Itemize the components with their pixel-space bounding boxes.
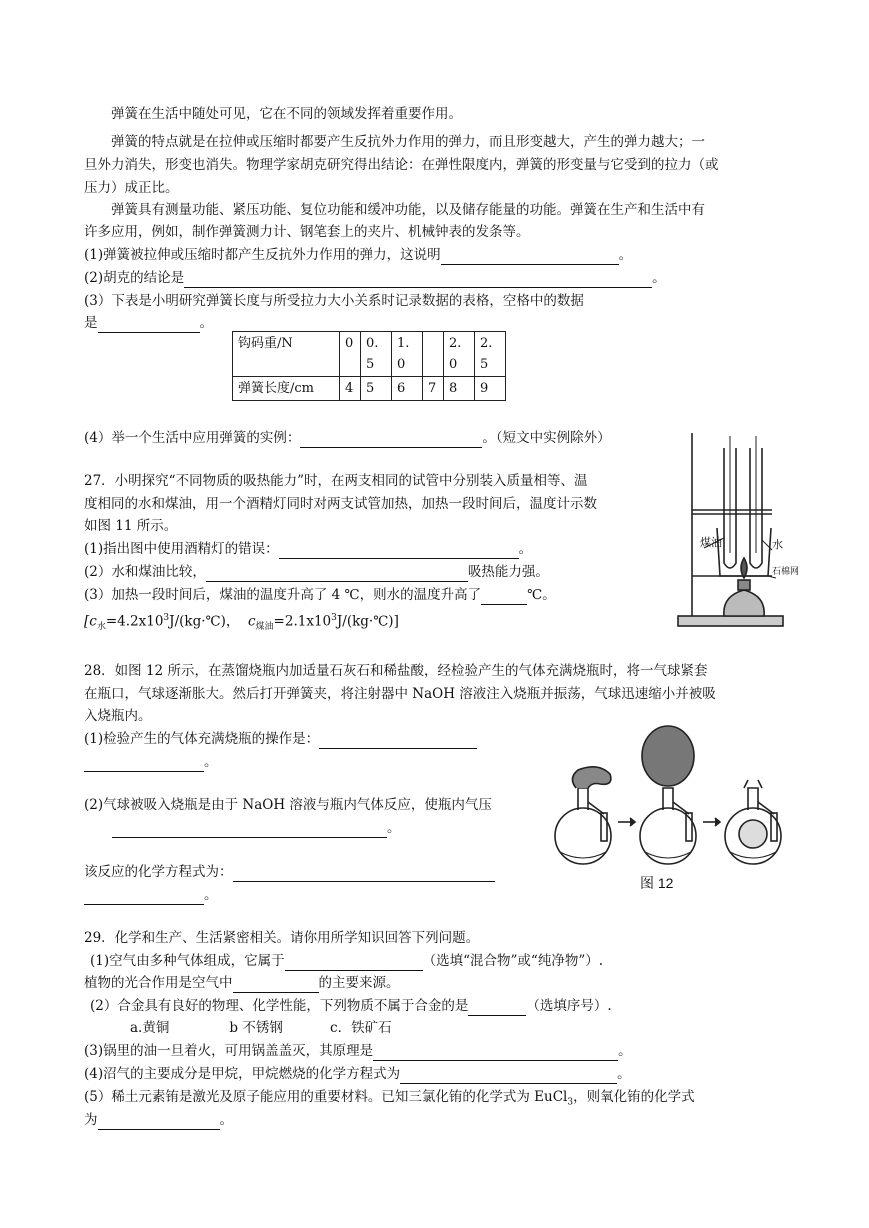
table-cell: 2. 0 (444, 332, 475, 377)
q28-sub1-end: 。 (204, 754, 218, 770)
q29-intro: 29．化学和生产、生活紧密相关。请你用所学知识回答下列问题。 (84, 930, 480, 946)
table-row1-label: 钩码重/N (233, 332, 340, 377)
passage-p1: 弹簧在生活中随处可见，它在不同的领域发挥着重要作用。 (111, 106, 462, 122)
q28-sub2-end: 。 (387, 820, 401, 836)
q26-sub4-text: (4）举一个生活中应用弹簧的实例： (84, 430, 301, 446)
figure-label-asbestos-mesh: 石棉网 (772, 567, 800, 577)
table-cell: 4 (340, 377, 361, 401)
table-cell: 1. 0 (392, 332, 423, 377)
q29-sub5b (84, 1110, 233, 1130)
q29-sub1a-tail: （选填“混合物”或“纯净物”）. (422, 953, 604, 969)
passage-p2-line3: 压力）成正比。 (84, 180, 179, 196)
q28-sub1-blank2[interactable] (84, 756, 204, 772)
passage-p2-line1: 弹簧的特点就是在拉伸或压缩时都要产生反抗外力作用的弹力，而且形变越大，产生的弹力越大；一 (111, 134, 705, 150)
q26-sub1 (84, 245, 632, 265)
q29-sub1a (90, 951, 603, 971)
q28-intro-line3: 入烧瓶内。 (84, 708, 152, 724)
q27-sub2-tail: 吸热能力强。 (467, 564, 549, 580)
q27-intro-line2: 度相同的水和煤油，用一个酒精灯同时对两支试管加热，加热一段时间后，温度计示数 (84, 496, 597, 512)
q28-sub1 (84, 729, 477, 749)
q28-sub1-blank[interactable] (319, 733, 477, 749)
q28-sub3-blank2[interactable] (84, 889, 204, 905)
q29-sub3-end: 。 (618, 1043, 632, 1059)
q29-sub5b-blank[interactable] (98, 1114, 220, 1130)
q27-specific-heat-data (84, 608, 399, 637)
q28-sub2-blank[interactable] (112, 822, 387, 838)
q29-sub5a-sub: 3 (567, 1097, 574, 1108)
q29-sub4-blank[interactable] (400, 1068, 617, 1084)
q26-sub2-blank[interactable] (184, 272, 652, 288)
q26-sub4-tail: 。（短文中实例除外） (482, 430, 611, 446)
q27-sub1-blank[interactable] (279, 543, 519, 559)
q29-sub2-blank[interactable] (468, 1000, 526, 1016)
c-water-value: =4.2x10 (105, 613, 164, 630)
heating-apparatus-figure (672, 428, 800, 636)
q26-sub2 (84, 268, 666, 288)
c-water-symbol: [c (84, 613, 97, 630)
q28-sub3-text: 该反应的化学方程式为： (84, 864, 233, 880)
q28-sub3-end: 。 (204, 887, 218, 903)
q29-sub1b-text: 植物的光合作用是空气中 (84, 975, 233, 991)
figure-label-kerosene: 煤油 (700, 536, 722, 549)
q26-sub1-blank[interactable] (441, 249, 619, 265)
c-oil-sub: 煤油 (255, 622, 274, 633)
c-oil-unit: J/(kg·℃)] (336, 613, 399, 630)
spring-data-table (232, 331, 506, 401)
q29-sub5a-text: (5）稀土元素铕是激光及原子能应用的重要材料。已知三氯化铕的化学式为 EuCl (84, 1089, 568, 1105)
passage-p3-line2: 许多应用，例如，制作弹簧测力计、钢笔套上的夹片、机械钟表的发条等。 (84, 224, 530, 240)
q29-sub4 (84, 1064, 631, 1084)
table-cell: 5 (361, 377, 392, 401)
q29-sub1b-tail: 的主要来源。 (318, 975, 400, 991)
q28-sub2: (2)气球被吸入烧瓶是由于 NaOH 溶液与瓶内气体反应，使瓶内气压 (84, 797, 492, 813)
q28-sub3-blank[interactable] (233, 866, 495, 882)
q28-sub1-text: (1)检验产生的气体充满烧瓶的操作是： (84, 731, 320, 747)
c-water-sub: 水 (96, 622, 106, 633)
table-row (233, 332, 506, 377)
q27-sub3-blank[interactable] (481, 589, 527, 605)
q28-sub1-cont (84, 752, 218, 772)
flask-balloon-figure (548, 718, 798, 896)
q28-intro-line2: 在瓶口，气球逐渐胀大。然后打开弹簧夹，将注射器中 NaOH 溶液注入烧瓶并振荡，气球迅速缩小并被吸 (84, 686, 716, 702)
table-cell: 0 (340, 332, 361, 377)
q26-sub3-line2 (84, 313, 213, 333)
q29-sub5a (84, 1087, 695, 1113)
q29-sub5b-text: 为 (84, 1112, 98, 1128)
c-oil-symbol: c (247, 613, 256, 630)
q27-sub2 (84, 562, 549, 582)
c-water-unit: J/(kg·℃)， (169, 613, 240, 630)
q29-sub5a-tail: ，则氧化铕的化学式 (573, 1089, 695, 1105)
table-cell: 6 (392, 377, 423, 401)
q29-sub3-blank[interactable] (373, 1045, 618, 1061)
q29-sub2-tail: （选填序号）. (526, 998, 612, 1014)
figure-12-caption: 图 12 (640, 875, 674, 891)
table-cell: 7 (423, 377, 444, 401)
table-cell: 9 (475, 377, 506, 401)
q26-sub2-text: (2)胡克的结论是 (84, 270, 185, 286)
q28-intro-line1: 28．如图 12 所示，在蒸馏烧瓶内加适量石灰石和稀盐酸，经检验产生的气体充满烧瓶时，将一气球紧套 (84, 663, 708, 679)
figure-label-water: 水 (772, 538, 783, 551)
q29-sub2-options: a.黄铜 b 不锈钢 c．铁矿石 (130, 1020, 392, 1036)
c-oil-value: =2.1x10 (273, 613, 332, 630)
q26-sub3-blank[interactable] (98, 317, 200, 333)
q27-sub3-text: (3）加热一段时间后，煤油的温度升高了 4 ℃，则水的温度升高了 (84, 587, 482, 603)
q27-sub1-end: 。 (518, 541, 533, 557)
table-row (233, 377, 506, 401)
passage-p2-line2: 旦外力消失，形变也消失。物理学家胡克研究得出结论：在弹性限度内，弹簧的形变量与它受到的拉力（或 (84, 157, 719, 173)
q28-sub2-cont (84, 818, 401, 838)
q27-sub1-text: (1)指出图中使用酒精灯的错误： (84, 541, 279, 557)
q29-sub1a-text: (1)空气由多种气体组成，它属于 (90, 953, 285, 969)
table-cell: 2. 5 (475, 332, 506, 377)
c-water-exp: 3 (163, 613, 170, 623)
q29-sub5b-end: 。 (219, 1112, 233, 1128)
q27-sub1 (84, 539, 532, 559)
q29-sub2-text: (2）合金具有良好的物理、化学性能，下列物质不属于合金的是 (90, 998, 469, 1014)
q26-sub4 (84, 428, 611, 448)
q29-sub1b (84, 973, 400, 993)
q27-sub3-tail: ℃。 (527, 587, 556, 603)
q28-sub3-cont (84, 885, 218, 905)
q26-sub3-line1: (3）下表是小明研究弹簧长度与所受拉力大小关系时记录数据的表格，空格中的数据 (84, 293, 584, 309)
q29-sub3-text: (3)锅里的油一旦着火，可用锅盖盖灭，其原理是 (84, 1043, 374, 1059)
table-cell: 8 (444, 377, 475, 401)
q27-sub3 (84, 585, 556, 605)
q26-sub2-end: 。 (652, 270, 666, 286)
q26-sub1-text: (1)弹簧被拉伸或压缩时都产生反抗外力作用的弹力，这说明 (84, 247, 441, 263)
q27-intro-line1: 27．小明探究“不同物质的吸热能力”时，在两支相同的试管中分别装入质量相等、温 (84, 473, 588, 489)
q28-sub3 (84, 862, 495, 882)
q29-sub1b-blank[interactable] (233, 977, 319, 993)
q29-sub3 (84, 1041, 632, 1061)
q27-sub2-blank[interactable] (206, 566, 468, 582)
q29-sub2 (90, 996, 612, 1016)
table-cell-empty[interactable] (423, 332, 444, 377)
q26-sub4-blank[interactable] (300, 432, 482, 448)
q27-sub2-text: (2）水和煤油比较， (84, 564, 206, 580)
q29-sub4-end: 。 (617, 1066, 631, 1082)
q29-sub4-text: (4)沼气的主要成分是甲烷，甲烷燃烧的化学方程式为 (84, 1066, 401, 1082)
q26-sub3-shi: 是 (84, 315, 98, 331)
table-cell: 0. 5 (361, 332, 392, 377)
c-oil-exp: 3 (331, 613, 337, 623)
q29-sub1a-blank[interactable] (285, 955, 423, 971)
table-row2-label: 弹簧长度/cm (233, 377, 340, 401)
q26-sub1-end: 。 (618, 247, 633, 263)
q27-intro-line3: 如图 11 所示。 (84, 518, 178, 534)
q26-sub3-end: 。 (199, 315, 213, 331)
passage-p3-line1: 弹簧具有测量功能、紧压功能、复位功能和缓冲功能，以及储存能量的功能。弹簧在生产和生活中有 (111, 202, 705, 218)
